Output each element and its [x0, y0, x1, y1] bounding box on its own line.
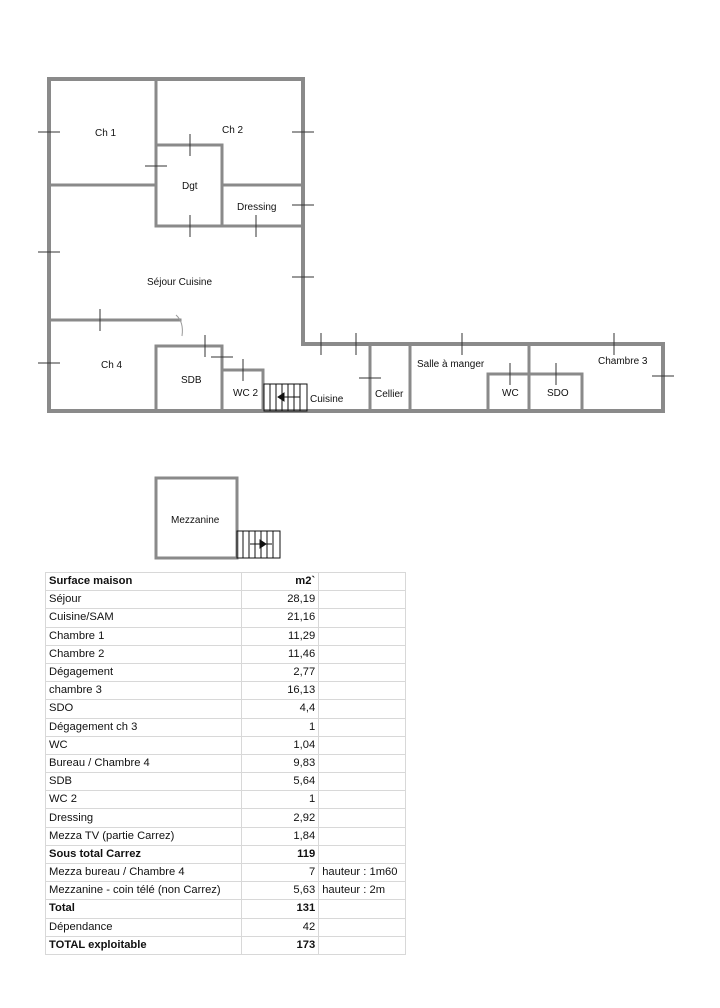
- row-note: [319, 663, 406, 681]
- label-wc2: WC 2: [233, 388, 258, 399]
- row-note: [319, 827, 406, 845]
- row-note: hauteur : 2m: [319, 882, 406, 900]
- row-value: 9,83: [242, 754, 319, 772]
- label-mezzanine: Mezzanine: [171, 515, 220, 526]
- row-note: [319, 591, 406, 609]
- label-ch4: Ch 4: [101, 360, 123, 371]
- row-label: TOTAL exploitable: [46, 936, 242, 954]
- table-row: [46, 882, 406, 900]
- row-value: 1: [242, 718, 319, 736]
- table-header-row: [46, 573, 406, 591]
- row-label: SDO: [46, 700, 242, 718]
- row-note: [319, 936, 406, 954]
- table-row: [46, 791, 406, 809]
- table-row: [46, 827, 406, 845]
- table-row: [46, 809, 406, 827]
- row-value: 173: [242, 936, 319, 954]
- row-label: Mezza bureau / Chambre 4: [46, 864, 242, 882]
- row-label: Sous total Carrez: [46, 845, 242, 863]
- surface-table-body: [46, 573, 406, 955]
- row-label: Dépendance: [46, 918, 242, 936]
- row-value: 28,19: [242, 591, 319, 609]
- row-value: 11,46: [242, 645, 319, 663]
- row-value: 2,77: [242, 663, 319, 681]
- subtotal-row: [46, 845, 406, 863]
- exterior-walls: [49, 79, 663, 411]
- row-value: 1,84: [242, 827, 319, 845]
- row-note: [319, 845, 406, 863]
- row-value: 5,64: [242, 773, 319, 791]
- total-row: [46, 900, 406, 918]
- label-sdo: SDO: [547, 388, 569, 399]
- row-value: 42: [242, 918, 319, 936]
- row-label: WC: [46, 736, 242, 754]
- total-exploitable-row: [46, 936, 406, 954]
- label-ch2: Ch 2: [222, 125, 244, 136]
- header-unit: m2`: [242, 573, 319, 591]
- table-row: [46, 609, 406, 627]
- row-label: Bureau / Chambre 4: [46, 754, 242, 772]
- label-salle-a-manger: Salle à manger: [417, 359, 485, 370]
- row-label: Chambre 1: [46, 627, 242, 645]
- row-value: 131: [242, 900, 319, 918]
- row-value: 5,63: [242, 882, 319, 900]
- row-label: chambre 3: [46, 682, 242, 700]
- surface-table: [45, 572, 406, 955]
- window-ticks: [38, 132, 674, 385]
- door-swing: [176, 315, 182, 336]
- row-note: [319, 627, 406, 645]
- row-value: 1: [242, 791, 319, 809]
- row-note: [319, 700, 406, 718]
- table-row: [46, 663, 406, 681]
- row-note: [319, 918, 406, 936]
- table-row: [46, 591, 406, 609]
- room-labels: [95, 125, 648, 526]
- row-label: Total: [46, 900, 242, 918]
- row-value: 4,4: [242, 700, 319, 718]
- row-label: Dégagement: [46, 663, 242, 681]
- dependance-row: [46, 918, 406, 936]
- row-label: Dégagement ch 3: [46, 718, 242, 736]
- header-note: [319, 573, 406, 591]
- label-wc: WC: [502, 388, 519, 399]
- row-value: 11,29: [242, 627, 319, 645]
- table-row: [46, 773, 406, 791]
- table-row: [46, 864, 406, 882]
- row-label: Dressing: [46, 809, 242, 827]
- label-ch1: Ch 1: [95, 128, 117, 139]
- interior-walls: [49, 79, 582, 411]
- table-row: [46, 627, 406, 645]
- row-note: [319, 754, 406, 772]
- row-note: [319, 791, 406, 809]
- table-row: [46, 718, 406, 736]
- row-label: Cuisine/SAM: [46, 609, 242, 627]
- row-note: [319, 609, 406, 627]
- table-row: [46, 645, 406, 663]
- row-label: Chambre 2: [46, 645, 242, 663]
- row-label: Mezzanine - coin télé (non Carrez): [46, 882, 242, 900]
- label-sejour-cuisine: Séjour Cuisine: [147, 277, 213, 288]
- row-note: [319, 736, 406, 754]
- label-sdb: SDB: [181, 375, 202, 386]
- row-value: 21,16: [242, 609, 319, 627]
- row-note: [319, 718, 406, 736]
- row-note: [319, 773, 406, 791]
- row-label: WC 2: [46, 791, 242, 809]
- row-note: hauteur : 1m60: [319, 864, 406, 882]
- label-chambre3: Chambre 3: [598, 356, 648, 367]
- row-note: [319, 645, 406, 663]
- row-value: 1,04: [242, 736, 319, 754]
- header-label: Surface maison: [46, 573, 242, 591]
- row-label: Mezza TV (partie Carrez): [46, 827, 242, 845]
- table-row: [46, 700, 406, 718]
- label-cellier: Cellier: [375, 389, 404, 400]
- staircase: [264, 384, 307, 411]
- label-dgt: Dgt: [182, 181, 198, 192]
- row-value: 7: [242, 864, 319, 882]
- row-value: 2,92: [242, 809, 319, 827]
- row-note: [319, 900, 406, 918]
- table-row: [46, 754, 406, 772]
- table-row: [46, 682, 406, 700]
- row-label: SDB: [46, 773, 242, 791]
- table-row: [46, 736, 406, 754]
- label-dressing: Dressing: [237, 202, 277, 213]
- row-note: [319, 682, 406, 700]
- row-value: 119: [242, 845, 319, 863]
- row-note: [319, 809, 406, 827]
- row-label: Séjour: [46, 591, 242, 609]
- label-cuisine: Cuisine: [310, 394, 344, 405]
- row-value: 16,13: [242, 682, 319, 700]
